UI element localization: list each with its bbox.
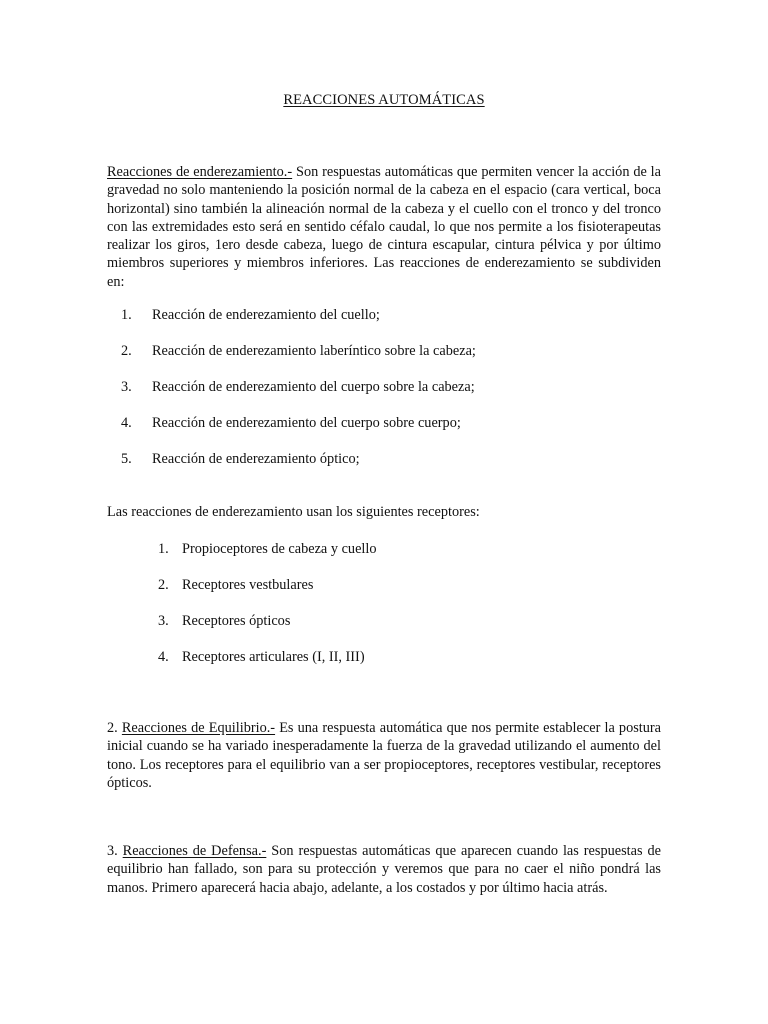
list-item-number: 1. [158,541,169,557]
section-equilibrio-prefix: 2. [107,720,122,736]
list-item-text: Receptores articulares (I, II, III) [182,649,365,665]
section-equilibrio-paragraph [107,719,661,792]
list-item-number: 5. [121,451,132,467]
page-title: REACCIONES AUTOMÁTICAS [283,92,485,108]
section-equilibrio-text: Es una respuesta automática que nos permite establecer la postura inicial cuando se ha variado inesperadamente la fuerza de la gravedad utilizando el aumento del tono. Los receptores para el equilibrio van a ser propioceptores, receptores vestibular, receptores ópticos. [107,720,662,791]
list-item-text: Propioceptores de cabeza y cuello [182,541,377,557]
list-item-number: 1. [121,307,132,323]
section-defensa-prefix: 3. [107,843,123,859]
section-defensa-heading: Reacciones de Defensa.- [122,843,267,859]
list-item-text: Reacción de enderezamiento óptico; [152,451,360,467]
receptors-intro: Las reacciones de enderezamiento usan los siguientes receptores: [107,504,480,520]
section-defensa-paragraph [107,842,661,897]
section-enderezamiento-text: Son respuestas automáticas que permiten vencer la acción de la gravedad no solo manteniendo la posición normal de la cabeza en el espacio (cara vertical, boca horizontal) sino también la alineación normal de la cabeza y el cuello con el tronco y del tronco con las extremidades esto será en sentido céfalo caudal, lo que nos permite a los fisioterapeutas realizar los giros, 1ero desde cabeza, luego de cintura escapular, cintura pélvica y por último miembros superiores y miembros inferiores. Las reacciones de enderezamiento se subdividen en: [107,164,661,290]
list-item-number: 2. [121,343,132,359]
list-item-text: Reacción de enderezamiento laberíntico sobre la cabeza; [152,343,476,359]
list-item-number: 3. [121,379,132,395]
list-item-number: 4. [158,649,169,665]
section-enderezamiento-heading: Reacciones de enderezamiento.- [107,164,293,180]
list-item-text: Receptores ópticos [182,613,291,629]
list-item-number: 2. [158,577,169,593]
list-item-text: Reacción de enderezamiento del cuerpo sobre cuerpo; [152,415,461,431]
list-item-text: Reacción de enderezamiento del cuerpo sobre la cabeza; [152,379,475,395]
section-defensa-text: Son respuestas automáticas que aparecen cuando las respuestas de equilibrio han fallado, son para su protección y veremos que para no caer el niño pondrá las manos. Primero aparecerá hacia abajo, adelante, a los costados y por último hacia atrás. [107,843,661,896]
list-item-number: 4. [121,415,132,431]
list-item-text: Reacción de enderezamiento del cuello; [152,307,380,323]
list-item-text: Receptores vestbulares [182,577,314,593]
section-equilibrio-heading: Reacciones de Equilibrio.- [121,720,276,736]
list-item-number: 3. [158,613,169,629]
section-enderezamiento-paragraph [107,163,661,291]
